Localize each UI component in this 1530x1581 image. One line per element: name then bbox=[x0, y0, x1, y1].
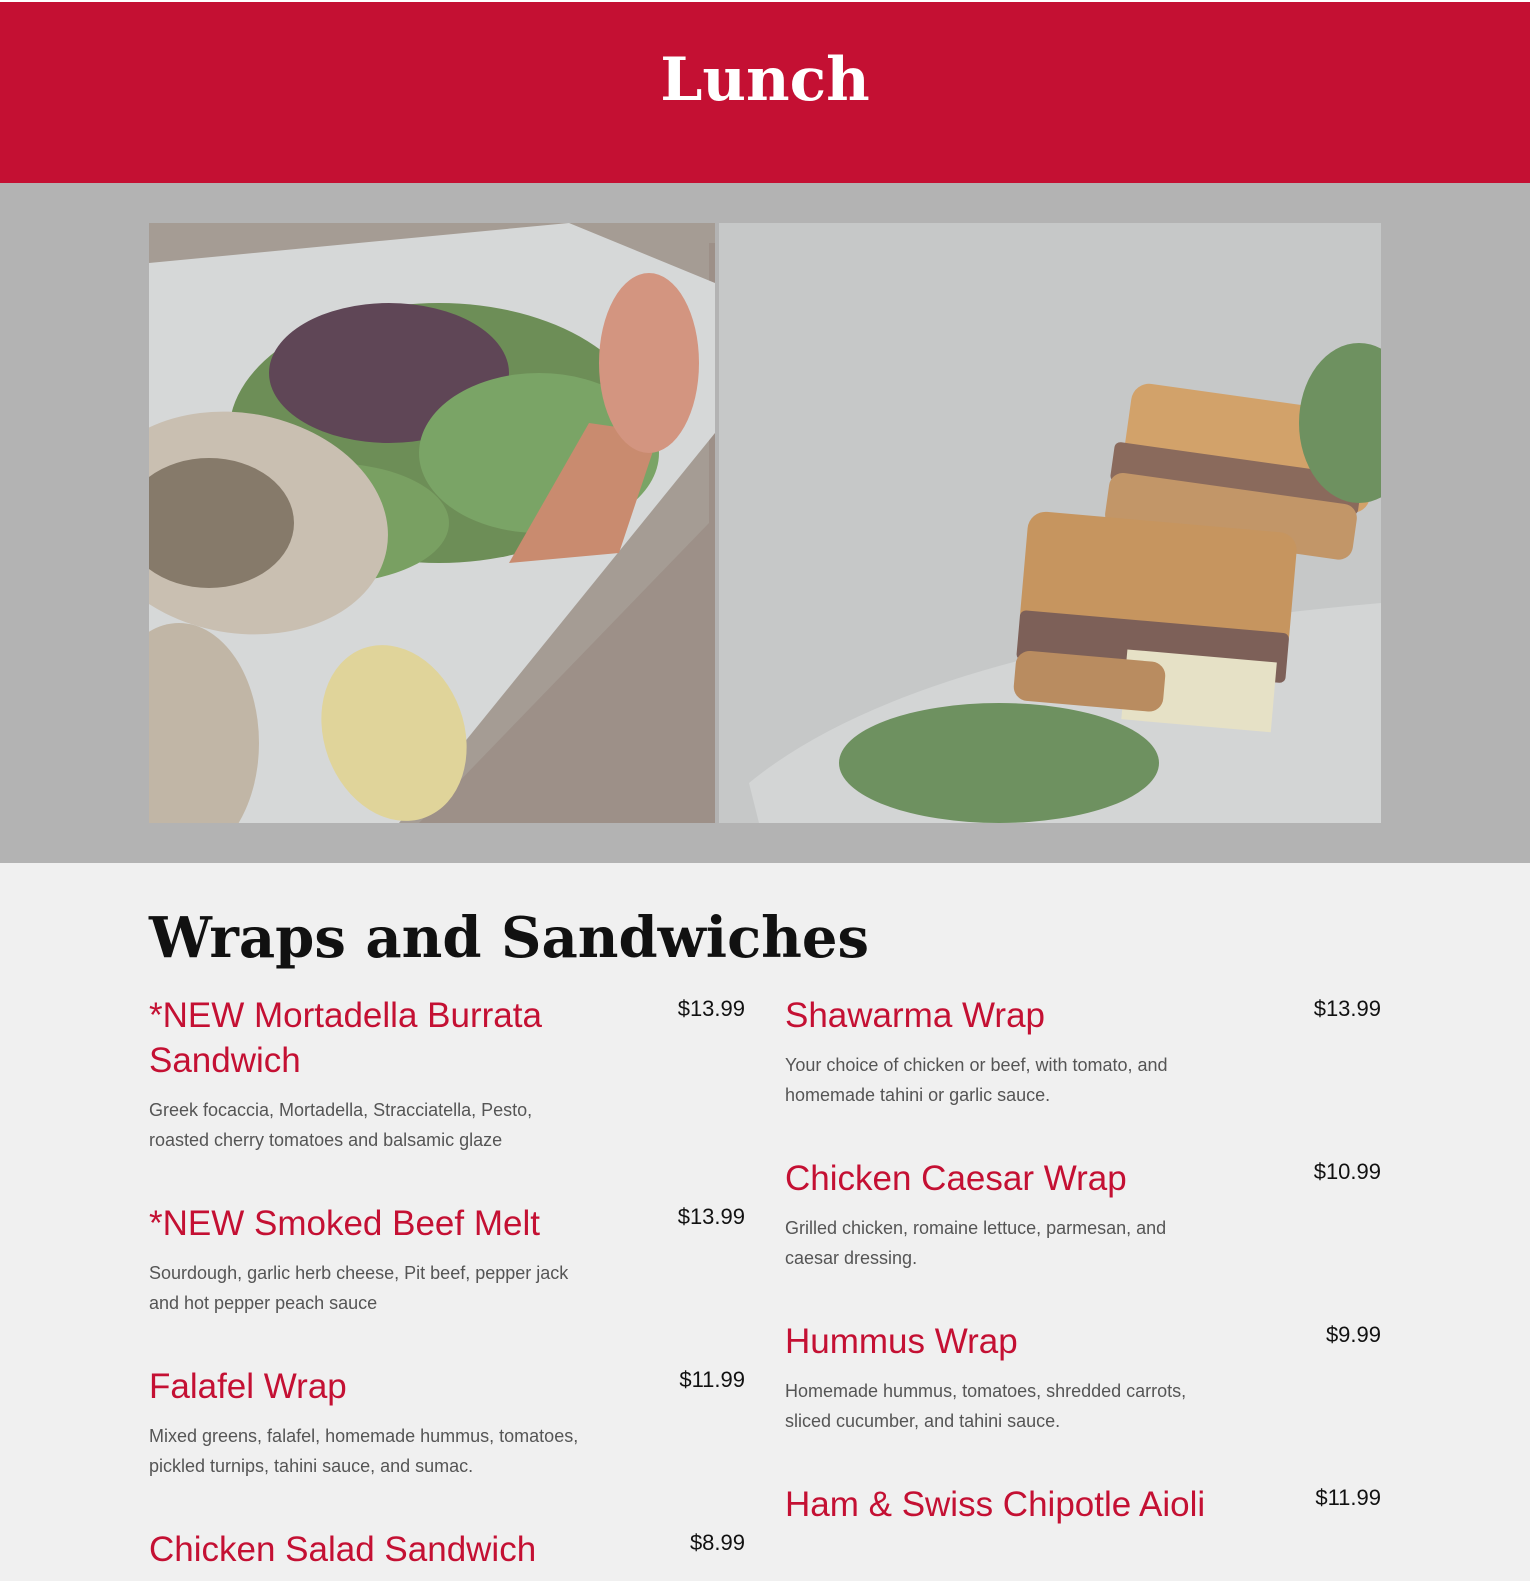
menu-item-price: $8.99 bbox=[689, 1530, 745, 1555]
sandwich-illustration bbox=[719, 223, 1381, 823]
menu-item-description: Mixed greens, falafel, homemade hummus, tomatoes, pickled turnips, tahini sauce, and sumac. bbox=[149, 1426, 579, 1476]
menu-item-name: Chicken Salad Sandwich bbox=[149, 1530, 537, 1569]
wrap-and-salad-illustration bbox=[149, 223, 715, 823]
menu-column-left bbox=[149, 993, 745, 1581]
menu-item-price: $13.99 bbox=[1313, 996, 1381, 1021]
menu-item-name: Chicken Caesar Wrap bbox=[785, 1159, 1127, 1198]
menu-item-name: Hummus Wrap bbox=[785, 1322, 1018, 1361]
menu-column-right bbox=[785, 993, 1381, 1573]
menu-item-description: Homemade hummus, tomatoes, shredded carrots, sliced cucumber, and tahini sauce. bbox=[785, 1381, 1187, 1431]
menu-item bbox=[149, 1201, 745, 1318]
menu-item-description: Greek focaccia, Mortadella, Stracciatella, Pesto, roasted cherry tomatoes and balsamic glaze bbox=[149, 1100, 533, 1150]
menu-item-price: $9.99 bbox=[1325, 1322, 1381, 1347]
menu-item-description: Your choice of chicken or beef, with tomato, and homemade tahini or garlic sauce. bbox=[785, 1055, 1168, 1105]
menu-item bbox=[149, 1527, 745, 1572]
menu-item-price: $11.99 bbox=[1315, 1485, 1381, 1510]
menu-item-price: $13.99 bbox=[677, 996, 745, 1021]
menu-item bbox=[785, 1156, 1381, 1273]
sandwich-photo bbox=[719, 223, 1381, 823]
menu-item bbox=[785, 1482, 1381, 1527]
menu-item bbox=[785, 993, 1381, 1110]
menu-item-name: Shawarma Wrap bbox=[785, 996, 1046, 1035]
section-title: Wraps and Sandwiches bbox=[149, 905, 870, 971]
menu-item bbox=[149, 1364, 745, 1481]
hero-gallery bbox=[0, 183, 1530, 863]
menu-item-name: Ham & Swiss Chipotle Aioli bbox=[785, 1485, 1206, 1524]
menu-item bbox=[785, 1319, 1381, 1436]
menu-item-description: Sourdough, garlic herb cheese, Pit beef, pepper jack and hot pepper peach sauce bbox=[149, 1263, 569, 1313]
menu-item bbox=[149, 993, 745, 1155]
wrap-and-salad-photo bbox=[149, 223, 715, 823]
menu-item-price: $13.99 bbox=[677, 1204, 745, 1229]
menu-item-price: $11.99 bbox=[679, 1367, 745, 1392]
menu-item-price: $10.99 bbox=[1313, 1159, 1381, 1184]
menu-item-name: *NEW Mortadella Burrata Sandwich bbox=[149, 996, 542, 1080]
menu-item-description: Grilled chicken, romaine lettuce, parmesan, and caesar dressing. bbox=[785, 1218, 1167, 1268]
page-title: Lunch bbox=[660, 45, 870, 115]
page-header bbox=[0, 2, 1530, 183]
menu-section bbox=[0, 863, 1530, 1581]
menu-item-name: Falafel Wrap bbox=[149, 1367, 347, 1406]
menu-item-name: *NEW Smoked Beef Melt bbox=[149, 1204, 540, 1243]
